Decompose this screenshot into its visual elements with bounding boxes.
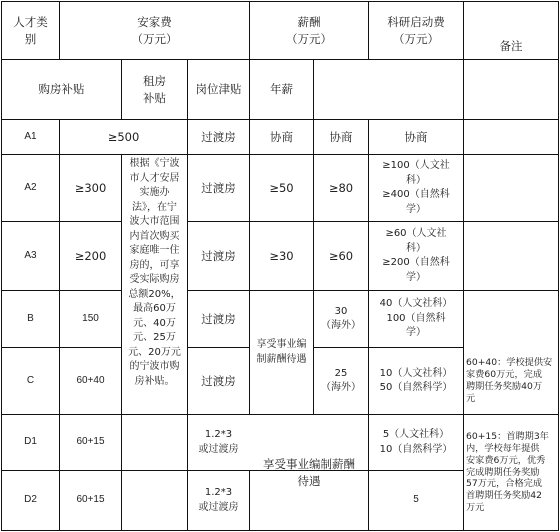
row-a3-settlement: ≥200: [74, 248, 107, 263]
row-b-category: B: [27, 312, 34, 324]
row-a3-rent: 过渡房: [201, 248, 236, 263]
purchase-subsidy-note: 根据《宁波 市人才安居 实施办 法》，在宁 波大市范围 内首次购买 家庭唯一住 房的，可享 受实际购房 总额20%， 最高60万 元、40万 元、25万 元、20万元 的宁波市购 房补贴。: [128, 158, 181, 387]
row-b-research: 40（人文社科） 100（自然科 学）: [379, 298, 453, 339]
row-b-salary: 30 （海外）: [321, 305, 361, 331]
row-d1-category: D1: [24, 436, 37, 448]
row-c-category: C: [26, 374, 35, 386]
header-research: 科研启动费 （万元）: [387, 14, 445, 46]
header-category: 人才类 别: [13, 14, 48, 46]
row-a1-settlement: ≥500: [107, 129, 140, 144]
row-d2-category: D2: [24, 494, 37, 506]
row-a2-category: A2: [24, 181, 37, 193]
row-a1-rent: 过渡房: [201, 129, 236, 144]
row-d1-rent: 1.2*3 或过渡房: [198, 429, 239, 455]
row-b-settlement: 150: [82, 312, 99, 324]
table-border-right: [558, 1, 559, 531]
row-a2-salary: ≥80: [328, 180, 354, 195]
row-a3-category: A3: [24, 249, 37, 261]
row-a3-salary: ≥60: [328, 248, 354, 263]
header-remarks: 备注: [499, 38, 523, 53]
row-d1-settlement: 60+15: [76, 436, 105, 448]
row-a1-allowance: 协商: [270, 129, 293, 144]
career-salary-d: 享受事业编制薪酬 待遇: [263, 456, 355, 488]
header-settlement: 安家费 （万元）: [131, 14, 178, 46]
subheader-post-allowance: 岗位津贴: [195, 82, 242, 97]
row-c-salary: 25 （海外）: [321, 367, 361, 393]
row-d2-research: 5: [413, 494, 419, 506]
row-d2-rent: 1.2*3 或过渡房: [198, 487, 239, 513]
row-c-rent: 过渡房: [201, 373, 236, 388]
row-a1-salary: 协商: [329, 129, 353, 144]
row-a3-allowance: ≥30: [269, 248, 294, 263]
subheader-rent: 租房 补贴: [143, 73, 166, 105]
row-a1-research: 协商: [404, 129, 428, 144]
row-d2-settlement: 60+15: [76, 494, 105, 506]
row-a2-research: ≥100（人文社 科） ≥400（自然科 学）: [382, 160, 450, 215]
row-c-settlement: 60+40: [76, 374, 105, 386]
remark-d: 60+15：首聘期3年 内，学校每年提供 安家费6万元，优秀 完成聘期任务奖励 57万元，合格完成 首聘期任务奖励42 万元: [466, 430, 549, 514]
row-a2-allowance: ≥50: [269, 180, 294, 195]
row-c-research: 10（人文社科） 50（自然科学）: [379, 367, 453, 393]
table-border-bottom: [1, 530, 559, 531]
row-c-remark: 60+40：学校提供安 家费60万元，完成 聘期任务奖励40万 元: [466, 357, 553, 404]
subheader-annual-salary: 年薪: [270, 82, 293, 97]
row-d1-research: 5（人文社科） 10（自然科学）: [379, 429, 453, 455]
career-salary-bc: 享受事业编 制薪酬待遇: [256, 339, 307, 365]
header-salary: 薪酬 （万元）: [286, 14, 332, 46]
row-a2-settlement: ≥300: [74, 180, 107, 195]
row-a2-rent: 过渡房: [201, 180, 236, 195]
row-b-rent: 过渡房: [201, 311, 236, 326]
row-a3-research: ≥60（人文社 科） ≥200（自然科 学）: [382, 228, 450, 283]
subheader-purchase-subsidy: 购房补贴: [38, 82, 85, 97]
row-a1-category: A1: [24, 130, 37, 142]
